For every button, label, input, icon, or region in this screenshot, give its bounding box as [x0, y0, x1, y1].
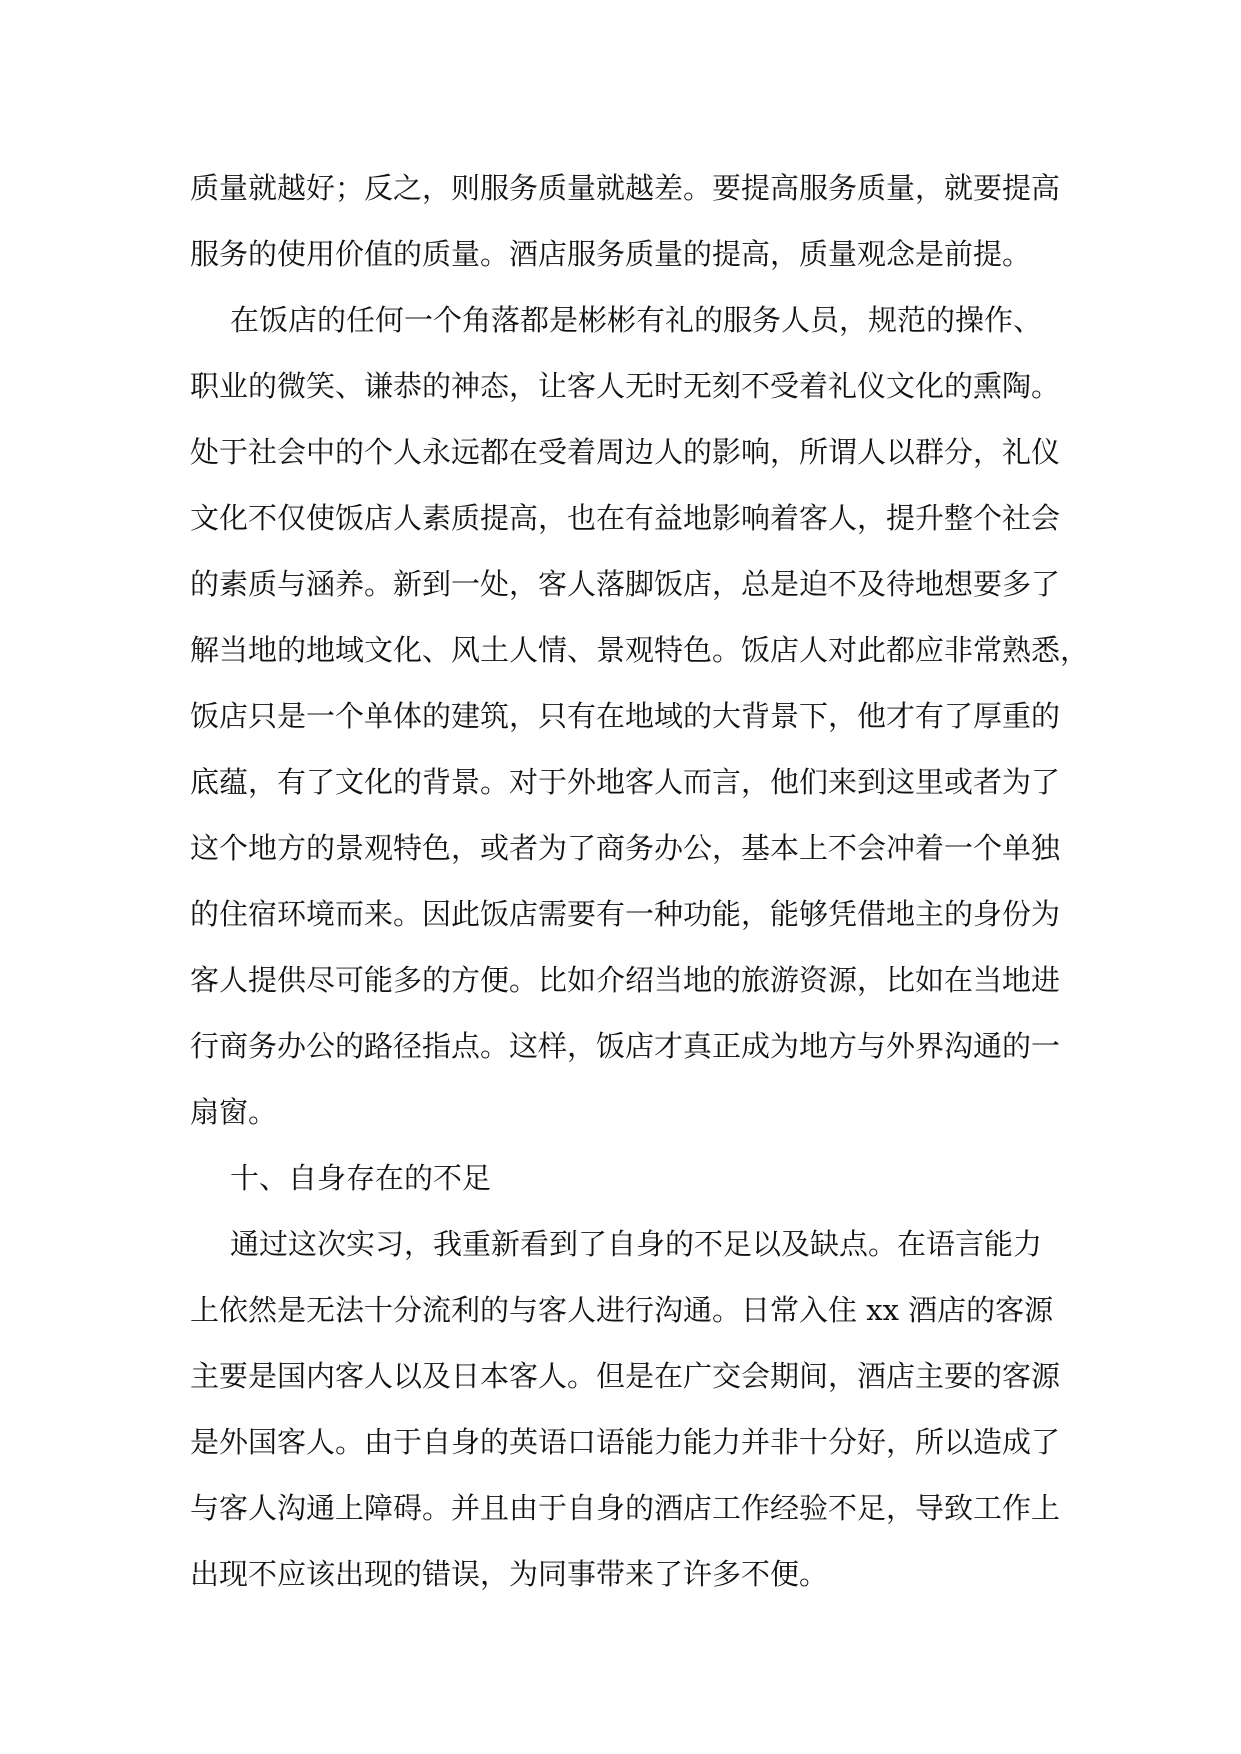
text-line: 服务的使用价值的质量。酒店服务质量的提高，质量观念是前提。	[190, 237, 1032, 271]
text-line: 主要是国内客人以及日本客人。但是在广交会期间，酒店主要的客源	[190, 1359, 1061, 1393]
text-line: 质量就越好；反之，则服务质量就越差。要提高服务质量，就要提高	[190, 171, 1061, 205]
paragraph-start-line: 通过这次实习，我重新看到了自身的不足以及缺点。在语言能力	[230, 1227, 1043, 1261]
paragraph-start-line: 在饭店的任何一个角落都是彬彬有礼的服务人员，规范的操作、	[230, 303, 1043, 337]
text-line: 这个地方的景观特色，或者为了商务办公，基本上不会冲着一个单独	[190, 831, 1061, 865]
text-line: 饭店只是一个单体的建筑，只有在地域的大背景下，他才有了厚重的	[190, 699, 1061, 733]
text-line: 与客人沟通上障碍。并且由于自身的酒店工作经验不足，导致工作上	[190, 1491, 1061, 1525]
text-line: 客人提供尽可能多的方便。比如介绍当地的旅游资源，比如在当地进	[190, 963, 1061, 997]
document-body	[190, 155, 1090, 1607]
text-line: 的住宿环境而来。因此饭店需要有一种功能，能够凭借地主的身份为	[190, 897, 1061, 931]
text-line: 处于社会中的个人永远都在受着周边人的影响，所谓人以群分，礼仪	[190, 435, 1061, 469]
text-line: 扇窗。	[190, 1095, 278, 1129]
text-line: 的素质与涵养。新到一处，客人落脚饭店，总是迫不及待地想要多了	[190, 567, 1061, 601]
text-line: 文化不仅使饭店人素质提高，也在有益地影响着客人，提升整个社会	[190, 501, 1061, 535]
text-line: 行商务办公的路径指点。这样，饭店才真正成为地方与外界沟通的一	[190, 1029, 1061, 1063]
text-line: 解当地的地域文化、风土人情、景观特色。饭店人对此都应非常熟悉，	[190, 633, 1090, 667]
text-line: 底蕴，有了文化的背景。对于外地客人而言，他们来到这里或者为了	[190, 765, 1061, 799]
section-heading: 十、自身存在的不足	[230, 1161, 492, 1195]
text-line: 出现不应该出现的错误，为同事带来了许多不便。	[190, 1557, 829, 1591]
text-line: 职业的微笑、谦恭的神态，让客人无时无刻不受着礼仪文化的熏陶。	[190, 369, 1061, 403]
text-line: 是外国客人。由于自身的英语口语能力能力并非十分好，所以造成了	[190, 1425, 1061, 1459]
text-line: 上依然是无法十分流利的与客人进行沟通。日常入住 xx 酒店的客源	[190, 1293, 1054, 1327]
